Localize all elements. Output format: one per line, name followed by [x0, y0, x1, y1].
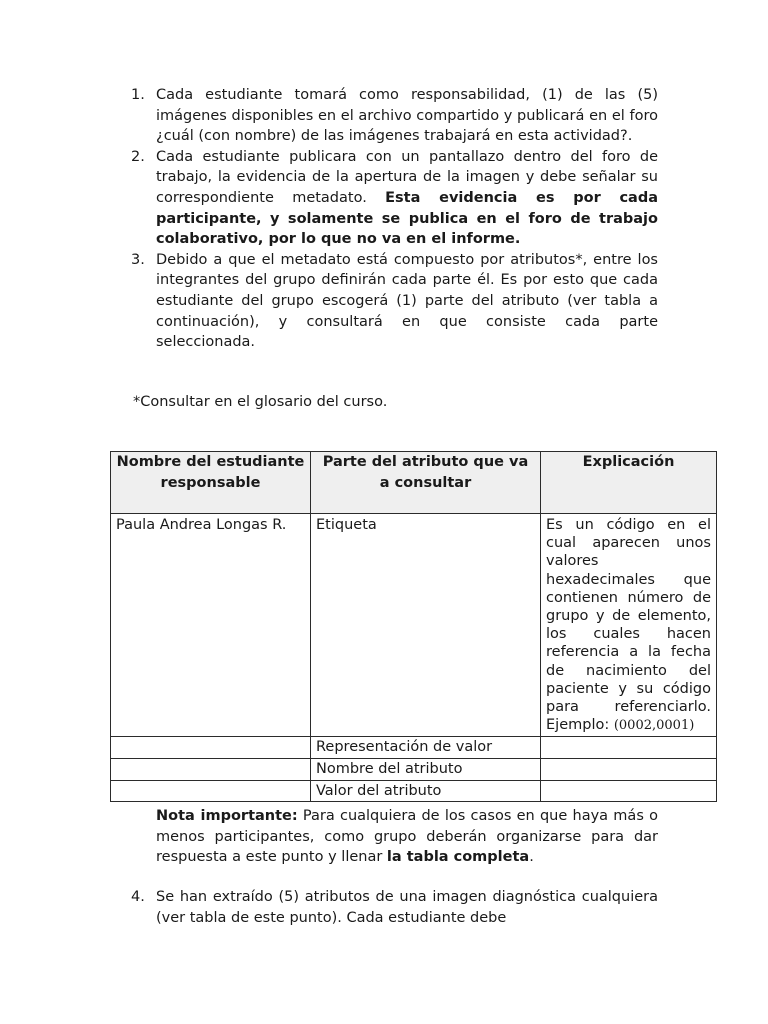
attribute-table — [110, 451, 717, 802]
column-header: Nombre del estudiante responsable — [111, 452, 311, 514]
table-header-row — [111, 452, 717, 514]
explanation-cell — [541, 759, 717, 781]
list-item — [131, 250, 658, 353]
important-note — [156, 806, 658, 868]
part-cell: Representación de valor — [311, 737, 541, 759]
instruction-list — [131, 85, 658, 353]
student-cell — [111, 737, 311, 759]
part-cell: Etiqueta — [311, 514, 541, 737]
table-row — [111, 737, 717, 759]
list-item — [131, 85, 658, 147]
student-cell — [111, 780, 311, 802]
list-item — [131, 147, 658, 250]
table-row — [111, 780, 717, 802]
column-header: Parte del atributo que va a consultar — [311, 452, 541, 514]
item-number: 2. — [131, 148, 145, 165]
item-text: Cada estudiante publicara con un pantallazo dentro del foro de trabajo, la evidencia de la apertura de la imagen y debe señalar su correspondiente metadato. — [156, 148, 658, 206]
note-end: . — [529, 849, 534, 866]
example-code: (0002,0001) — [613, 718, 695, 734]
explanation-text: Es un código en el cual aparecen unos valores hexadecimales que contienen número de grupo y de elemento, los cuales hacen referencia a la fecha de nacimiento del paciente y su código para referenciarlo. Ejemplo: — [546, 517, 711, 734]
footnote: *Consultar en el glosario del curso. — [133, 394, 388, 410]
item-text: Cada estudiante tomará como responsabilidad, (1) de las (5) imágenes disponibles en el archivo compartido y publicará en el foro ¿cuál (con nombre) de las imágenes trabajará en esta actividad?. — [156, 87, 658, 145]
explanation-cell — [541, 780, 717, 802]
note-label: Nota importante: — [156, 808, 298, 824]
item-number: 4. — [131, 889, 145, 905]
item-number: 1. — [131, 87, 145, 103]
student-cell — [111, 759, 311, 781]
item-text: Se han extraído (5) atributos de una imagen diagnóstica cualquiera (ver tabla de este punto). Cada estudiante debe — [156, 889, 658, 926]
explanation-cell — [541, 737, 717, 759]
item-number: 3. — [131, 251, 145, 268]
part-cell: Valor del atributo — [311, 780, 541, 802]
instruction-list-continued — [131, 887, 658, 928]
item-bold-text: Esta evidencia es por cada participante, y solamente se publica en el foro de trabajo colaborativo, por lo que no va en el informe. — [156, 189, 659, 248]
item-text: Debido a que el metadato está compuesto por atributos*, entre los integrantes del grupo definirán cada parte él. Es por esto que cada estudiante del grupo escogerá (1) parte del atributo (ver tabla a continuación), y consultará en que consiste cada parte seleccionada. — [156, 251, 658, 351]
note-bold-text: la tabla completa — [386, 849, 530, 866]
table-row — [111, 514, 717, 737]
explanation-cell — [541, 514, 717, 737]
table-row — [111, 759, 717, 781]
column-header: Explicación — [541, 452, 717, 514]
list-item — [131, 887, 658, 928]
note-text: Para cualquiera de los casos en que haya más o menos participantes, como grupo deberán organizarse para dar respuesta a este punto y llenar — [156, 808, 658, 866]
student-cell: Paula Andrea Longas R. — [111, 514, 311, 737]
part-cell: Nombre del atributo — [311, 759, 541, 781]
